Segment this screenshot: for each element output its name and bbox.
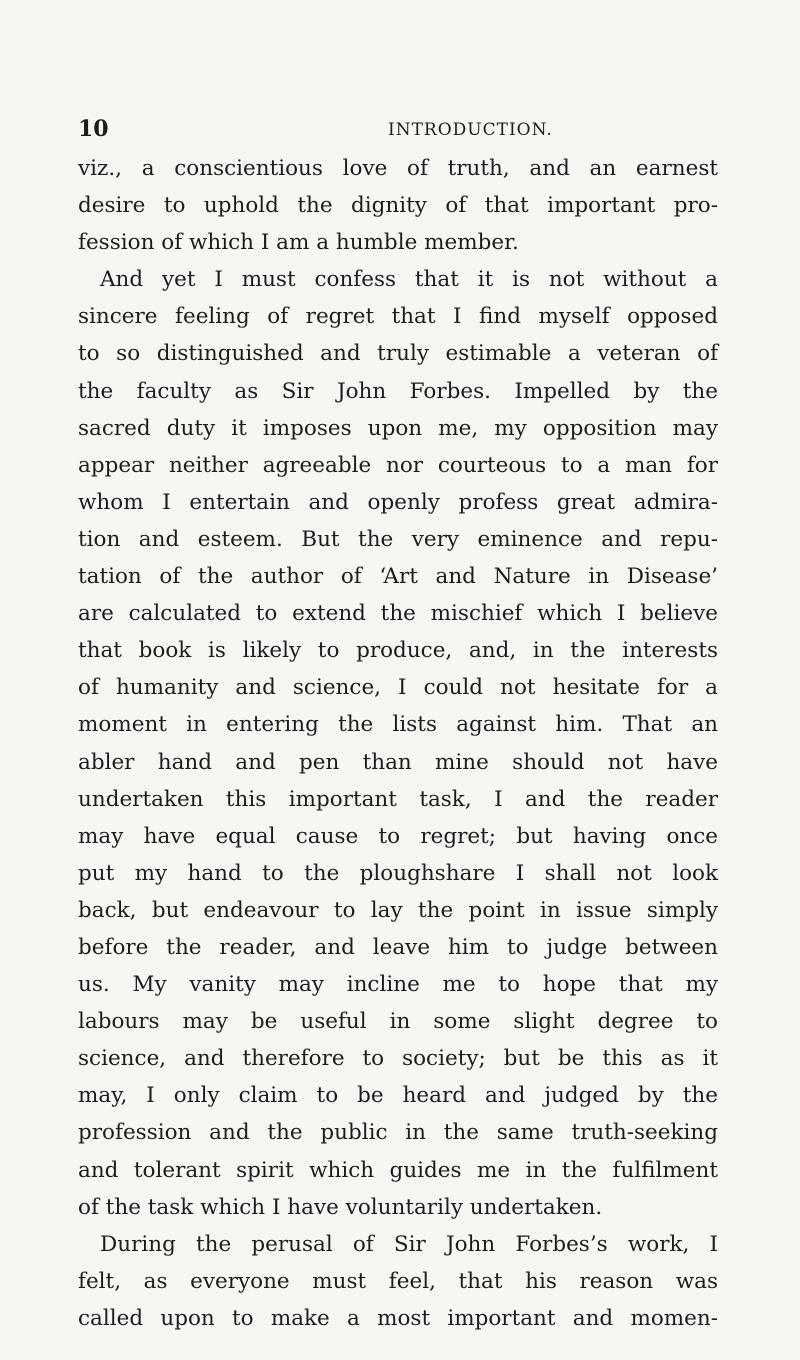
text-line: back, but endeavour to lay the point in issue simply [78,897,718,923]
text-line: And yet I must confess that it is not without a [100,267,718,293]
text-line: called upon to make a most important and momen- [78,1305,718,1331]
text-line: may, I only claim to be heard and judged by the [78,1083,718,1109]
text-line: undertaken this important task, I and the reader [78,786,718,812]
text-line: tation of the author of ‘Art and Nature in Disease’ [78,564,718,590]
text-line: viz., a conscientious love of truth, and an earnest [78,156,718,181]
text-line: may have equal cause to regret; but having once [78,823,718,849]
text-line: moment in entering the lists against him. That an [78,712,718,738]
text-line: appear neither agreeable nor courteous to a man for [78,452,718,478]
text-line: to so distinguished and truly estimable a veteran of [78,341,718,367]
text-line: tion and esteem. But the very eminence and repu- [78,526,718,552]
running-head: INTRODUCTION. [388,120,553,140]
text-line: us. My vanity may incline me to hope that my [78,972,718,998]
page-header [78,114,718,144]
body-text [78,150,718,1337]
text-line: felt, as everyone must feel, that his reason was [78,1268,718,1294]
text-line: and tolerant spirit which guides me in the fulfilment [78,1157,718,1183]
text-line: sincere feeling of regret that I find myself opposed [78,304,718,330]
text-line: abler hand and pen than mine should not have [78,749,718,775]
text-line: that book is likely to produce, and, in the interests [78,638,718,664]
text-line: whom I entertain and openly profess great admira- [78,489,718,515]
text-line: desire to uphold the dignity of that important pro- [78,193,718,219]
text-line: sacred duty it imposes upon me, my opposition may [78,415,718,441]
text-line: science, and therefore to society; but be this as it [78,1046,718,1072]
text-line: profession and the public in the same truth-seeking [78,1120,718,1146]
text-line: put my hand to the ploughshare I shall not look [78,860,718,886]
text-line: fession of which I am a humble member. [78,230,519,256]
text-line: the faculty as Sir John Forbes. Impelled by the [78,378,718,404]
text-line: labours may be useful in some slight degree to [78,1009,718,1035]
text-line: are calculated to extend the mischief which I believe [78,601,718,627]
text-line: During the perusal of Sir John Forbes’s work, I [100,1231,718,1257]
page-number: 10 [78,116,109,142]
text-line: before the reader, and leave him to judge between [78,934,718,960]
text-line: of the task which I have voluntarily undertaken. [78,1194,603,1220]
text-line: of humanity and science, I could not hesitate for a [78,675,718,701]
